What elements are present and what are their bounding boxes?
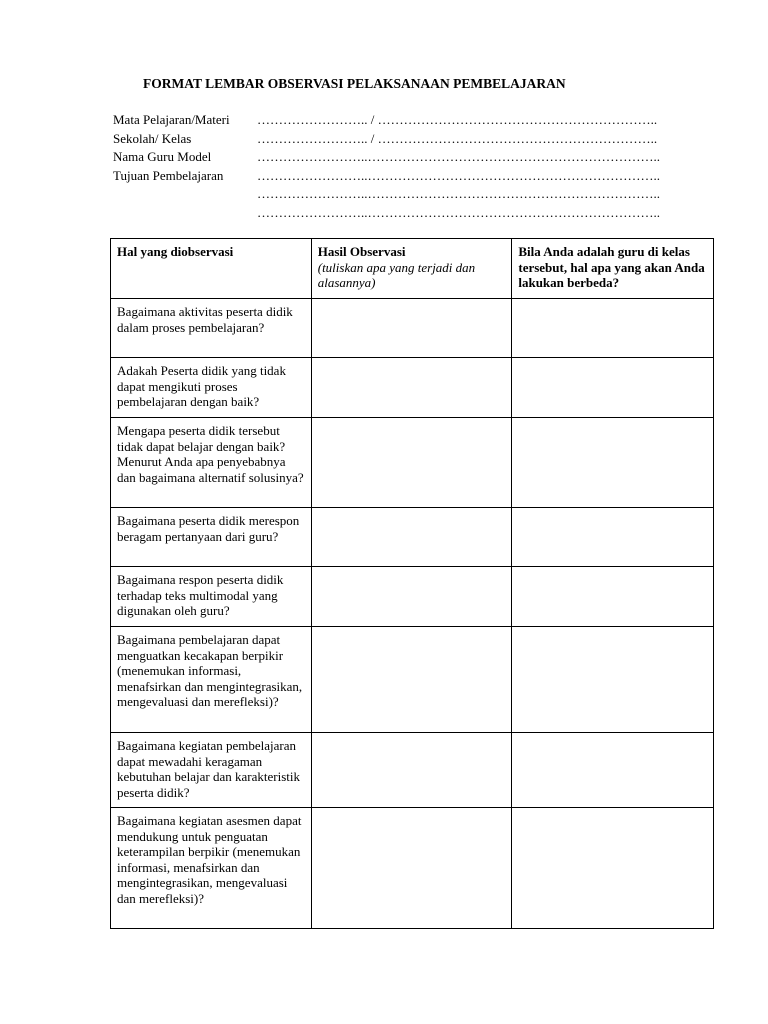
hasil-cell[interactable] — [311, 808, 512, 929]
field-label — [113, 185, 257, 204]
field-blank[interactable]: ……………………..………………………………………………………….. — [257, 167, 660, 183]
beda-cell[interactable] — [512, 733, 714, 808]
field-nama-guru — [113, 148, 660, 167]
hasil-cell[interactable] — [311, 733, 512, 808]
field-blank[interactable]: ……………………..………………………………………………………….. — [257, 204, 660, 220]
question-cell: Mengapa peserta didik tersebut tidak dapat belajar dengan baik? Menurut Anda apa penyebabnya dan bagaimana alternatif solusinya? — [111, 418, 312, 508]
field-label: Tujuan Pembelajaran — [113, 167, 224, 183]
field-tujuan-line-3 — [113, 204, 660, 223]
table-header-row — [111, 239, 714, 299]
question-cell: Bagaimana kegiatan asesmen dapat mendukung untuk penguatan keterampilan berpikir (menemukan informasi, menafsirkan dan mengintegrasikan, mengevaluasi dan merefleksi)? — [111, 808, 312, 929]
table-row — [111, 358, 714, 418]
beda-cell[interactable] — [512, 627, 714, 733]
hasil-cell[interactable] — [311, 567, 512, 627]
question-cell: Bagaimana aktivitas peserta didik dalam proses pembelajaran? — [111, 299, 312, 358]
table-row — [111, 733, 714, 808]
header-hasil-observasi — [311, 239, 512, 299]
table-row — [111, 299, 714, 358]
table-row — [111, 508, 714, 567]
field-blank[interactable]: ……………………..………………………………………………………….. — [257, 186, 660, 201]
field-blank[interactable]: …………………….. / ……………………………………………………….. — [257, 112, 658, 127]
field-label: Sekolah/ Kelas — [113, 130, 192, 146]
hasil-cell[interactable] — [311, 508, 512, 567]
field-blank[interactable]: ……………………..………………………………………………………….. — [257, 149, 660, 164]
hasil-cell[interactable] — [311, 358, 512, 418]
question-cell: Bagaimana kegiatan pembelajaran dapat mewadahi keragaman kebutuhan belajar dan karakteristik peserta didik? — [111, 733, 312, 808]
table-row — [111, 627, 714, 733]
field-label: Nama Guru Model — [113, 149, 212, 164]
header-hal-diobservasi: Hal yang diobservasi — [111, 239, 312, 299]
hasil-cell[interactable] — [311, 627, 512, 733]
beda-cell[interactable] — [512, 418, 714, 508]
beda-cell[interactable] — [512, 299, 714, 358]
field-sekolah-kelas — [113, 130, 660, 149]
question-cell: Adakah Peserta didik yang tidak dapat mengikuti proses pembelajaran dengan baik? — [111, 358, 312, 418]
table-row — [111, 567, 714, 627]
question-cell: Bagaimana respon peserta didik terhadap teks multimodal yang digunakan oleh guru? — [111, 567, 312, 627]
beda-cell[interactable] — [512, 358, 714, 418]
header-hasil-title: Hasil Observasi — [317, 244, 406, 259]
field-tujuan-pembelajaran — [113, 167, 660, 186]
observation-table — [110, 238, 714, 929]
field-blank[interactable]: …………………….. / ……………………………………………………….. — [257, 130, 658, 146]
table-row — [111, 418, 714, 508]
field-label: Mata Pelajaran/Materi — [113, 112, 230, 127]
identity-fields — [113, 111, 660, 222]
table-row — [111, 808, 714, 929]
field-tujuan-line-2 — [113, 185, 660, 204]
header-hasil-subtitle: (tuliskan apa yang terjadi dan alasannya) — [317, 259, 476, 290]
field-label — [113, 204, 257, 223]
document-title: FORMAT LEMBAR OBSERVASI PELAKSANAAN PEMBELAJARAN — [143, 76, 566, 91]
question-cell: Bagaimana peserta didik merespon beragam pertanyaan dari guru? — [111, 508, 312, 567]
beda-cell[interactable] — [512, 508, 714, 567]
hasil-cell[interactable] — [311, 418, 512, 508]
hasil-cell[interactable] — [311, 299, 512, 358]
field-mata-pelajaran — [113, 111, 660, 130]
beda-cell[interactable] — [512, 567, 714, 627]
beda-cell[interactable] — [512, 808, 714, 929]
question-cell: Bagaimana pembelajaran dapat menguatkan kecakapan berpikir (menemukan informasi, menafsirkan dan mengintegrasikan, mengevaluasi dan merefleksi)? — [111, 627, 312, 733]
header-lakukan-berbeda: Bila Anda adalah guru di kelas tersebut, hal apa yang akan Anda lakukan berbeda? — [512, 239, 714, 299]
